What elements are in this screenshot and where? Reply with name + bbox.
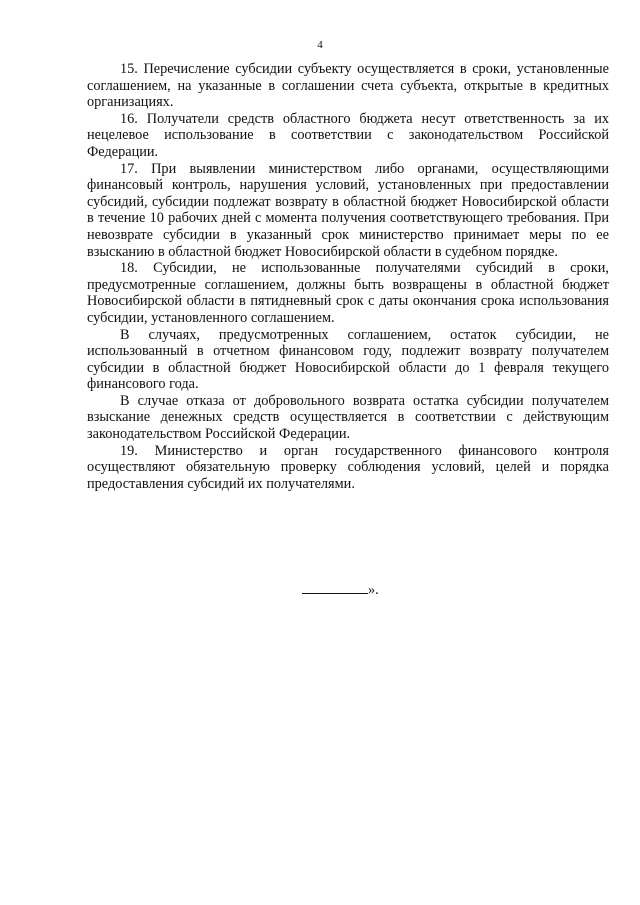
paragraph-17: 17. При выявлении министерством либо органами, осуществляющими финансовый контроль, нарушения условий, установленных при предоставлении субсидий, субсидии подлежат возврату в областной бюджет Новосибирской области в течение 10 рабочих дней с момента получения соответствующего требования. При невозврате субсидии в указанный срок министерство принимает меры по ее взысканию в областной бюджет Новосибирской области в судебном порядке.	[87, 160, 609, 260]
paragraph-18: 18. Субсидии, не использованные получателями субсидий в сроки, предусмотренные соглашением, должны быть возвращены в областной бюджет Новосибирской области в пятидневный срок с даты окончания срока использования субсидии, установленного соглашением.	[87, 260, 609, 326]
paragraph-18-part-3: В случае отказа от добровольного возврата остатка субсидии получателем взыскание денежных средств осуществляется в соответствии с действующим законодательством Российской Федерации.	[87, 392, 609, 443]
document-body	[87, 61, 609, 492]
paragraph-15: 15. Перечисление субсидии субъекту осуществляется в сроки, установленные соглашением, на указанные в соглашении счета субъекта, открытые в кредитных организациях.	[87, 61, 609, 111]
paragraph-16: 16. Получатели средств областного бюджета несут ответственность за их нецелевое использование в соответствии с законодательством Российской Федерации.	[87, 110, 609, 160]
paragraph-18-part-2: В случаях, предусмотренных соглашением, остаток субсидии, не использованный в отчетном финансовом году, подлежит возврату получателем субсидии в областной бюджет Новосибирской области до 1 февраля текущего финансового года.	[87, 326, 609, 393]
page-number: 4	[317, 39, 323, 51]
paragraph-19: 19. Министерство и орган государственного финансового контроля осуществляют обязательную проверку соблюдения условий, целей и порядка предоставления субсидий их получателями.	[87, 442, 609, 492]
closing-quote: ».	[368, 582, 379, 598]
closing-underline	[302, 581, 368, 594]
closing-line	[302, 581, 379, 599]
